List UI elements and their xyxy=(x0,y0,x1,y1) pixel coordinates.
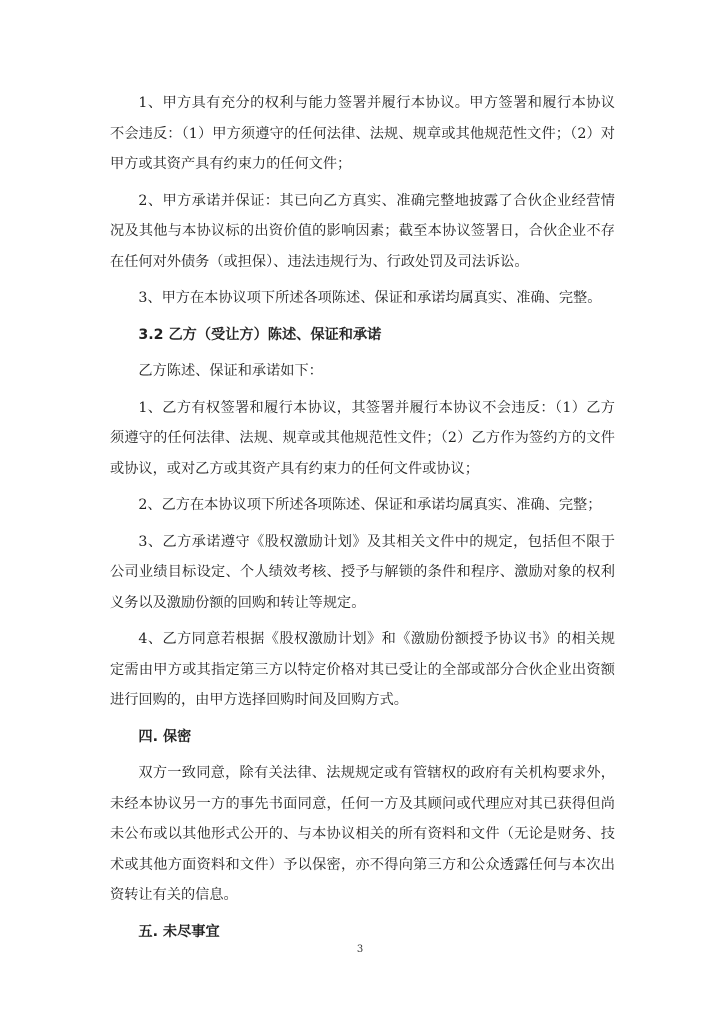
page-number: 3 xyxy=(356,944,364,955)
party-b-intro: 乙方陈述、保证和承诺如下： xyxy=(138,363,323,379)
clause-party-b-1: 1、乙方有权签署和履行本协议，其签署并履行本协议不会违反：（1）乙方须遵守的任何法律、法规、规章或其他规范性文件；（2）乙方作为签约方的文件或协议，或对乙方或其资产具有约束力的任何文件或协议； xyxy=(110,399,615,477)
clause-party-b-4: 4、乙方同意若根据《股权激励计划》和《激励份额授予协议书》的相关规定需由甲方或其指定第三方以特定价格对其已受让的全部或部分合伙企业出资额进行回购的，由甲方选择回购时间及回购方式。 xyxy=(110,631,615,708)
clause-confidentiality: 双方一致同意，除有关法律、法规规定或有管辖权的政府有关机构要求外，未经本协议另一方的事先书面同意，任何一方及其顾问或代理应对其已获得但尚未公布或以其他形式公开的、与本协议相关的所有资料和文件（无论是财务、技术或其他方面资料和文件）予以保密，亦不得向第三方和公众透露任何与本次出资转让有关的信息。 xyxy=(110,765,615,903)
section-heading-other-matters: 五. 未尽事宜 xyxy=(138,923,220,940)
clause-party-a-3: 3、甲方在本协议项下所述各项陈述、保证和承诺均属真实、准确、完整。 xyxy=(138,290,602,306)
clause-party-b-3: 3、乙方承诺遵守《股权激励计划》及其相关文件中的规定，包括但不限于公司业绩目标设定、个人绩效考核、授予与解锁的条件和程序、激励对象的权利义务以及激励份额的回购和转让等规定。 xyxy=(110,533,615,611)
section-heading-confidentiality: 四. 保密 xyxy=(138,728,192,745)
clause-party-a-1: 1、甲方具有充分的权利与能力签署并履行本协议。甲方签署和履行本协议不会违反：（1）甲方须遵守的任何法律、法规、规章或其他规范性文件；（2）对甲方或其资产具有约束力的任何文件； xyxy=(110,95,615,172)
section-heading-3-2: 3.2 乙方（受让方）陈述、保证和承诺 xyxy=(138,326,382,343)
clause-party-a-2: 2、甲方承诺并保证：其已向乙方真实、准确完整地披露了合伙企业经营情况及其他与本协议标的出资价值的影响因素；截至本协议签署日，合伙企业不存在任何对外债务（或担保）、违法违规行为、行政处罚及司法诉讼。 xyxy=(110,192,615,270)
clause-party-b-2: 2、乙方在本协议项下所述各项陈述、保证和承诺均属真实、准确、完整； xyxy=(138,497,602,513)
document-body xyxy=(110,88,615,947)
